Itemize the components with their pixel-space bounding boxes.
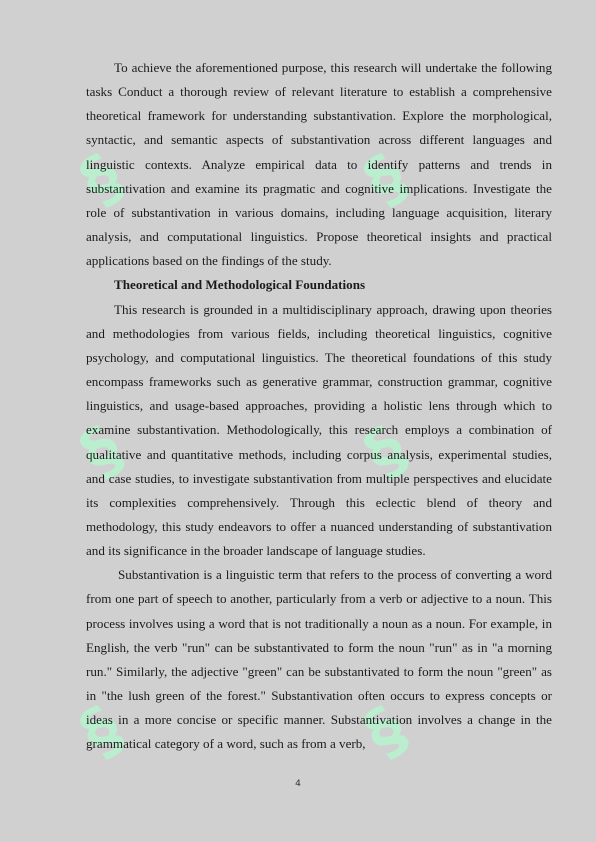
paragraph-tasks: To achieve the aforementioned purpose, this research will undertake the following tasks Conduct a thorough review of relevant literature to establish a comprehensive theoretical framework for understanding substantivation. Explore the morphological, syntactic, and semantic aspects of substantivation across different languages and linguistic contexts. Analyze empirical data to identify patterns and trends in substantivation and examine its pragmatic and cognitive implications. Investigate the role of substantivation in various domains, including language acquisition, literary analysis, and computational linguistics. Propose theoretical insights and practical applications based on the findings of the study. [86, 60, 552, 269]
watermark-glyph: § [67, 140, 137, 220]
paragraph-foundations: This research is grounded in a multidisciplinary approach, drawing upon theories and methodologies from various fields, including theoretical linguistics, cognitive psychology, and computational linguistics. The theoretical foundations of this study encompass frameworks such as generative grammar, construction grammar, cognitive linguistics, and usage-based approaches, providing a holistic lens through which to examine substantivation. Methodologically, this research employs a combination of qualitative and quantitative methods, including corpus analysis, experimental studies, and case studies, to investigate substantivation from multiple perspectives and elucidate its complexities comprehensively. Through this eclectic blend of theory and methodology, this study endeavors to offer a nuanced understanding of substantivation and its significance in the broader landscape of language studies. [86, 301, 552, 559]
watermark-glyph: § [67, 412, 137, 492]
paragraph-substantivation: Substantivation is a linguistic term that refers to the process of converting a word from one part of speech to another, particularly from a verb or adjective to a noun. This process involves using a word that is not traditionally a noun as a noun. For example, in English, the verb "run" can be substantivated to form the noun "run" as in "a morning run." Similarly, the adjective "green" can be substantivated to form the noun "green" as in "the lush green of the forest." Substantivation often occurs to express concepts or ideas in a more concise or specific manner. Substantivation involves a change in the grammatical category of a word, such as from a verb, [86, 567, 552, 752]
watermark-glyph: § [351, 140, 421, 220]
section-heading: Theoretical and Methodological Foundations [114, 277, 366, 293]
body-text [86, 56, 552, 757]
watermark-glyph: § [351, 412, 421, 492]
page-number: 4 [295, 779, 301, 789]
watermark-glyph: § [351, 692, 421, 772]
watermark-glyph: § [67, 692, 137, 772]
